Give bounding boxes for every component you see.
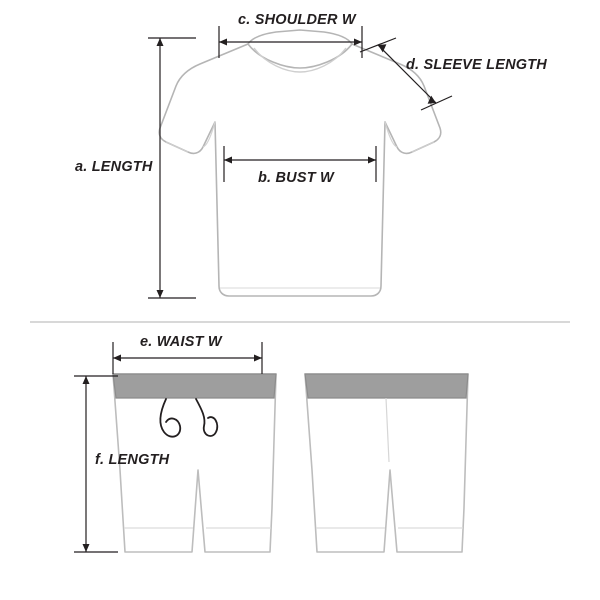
shorts-back-illustration xyxy=(305,374,468,552)
label-sleeve-length: d. SLEEVE LENGTH xyxy=(406,57,547,73)
tshirt-illustration xyxy=(159,30,441,296)
label-bottom-length: f. LENGTH xyxy=(95,452,170,468)
label-waist-width: e. WAIST W xyxy=(140,334,222,350)
label-bust-width: b. BUST W xyxy=(258,170,334,186)
label-shoulder-width: c. SHOULDER W xyxy=(238,12,356,28)
label-top-length: a. LENGTH xyxy=(75,159,153,175)
